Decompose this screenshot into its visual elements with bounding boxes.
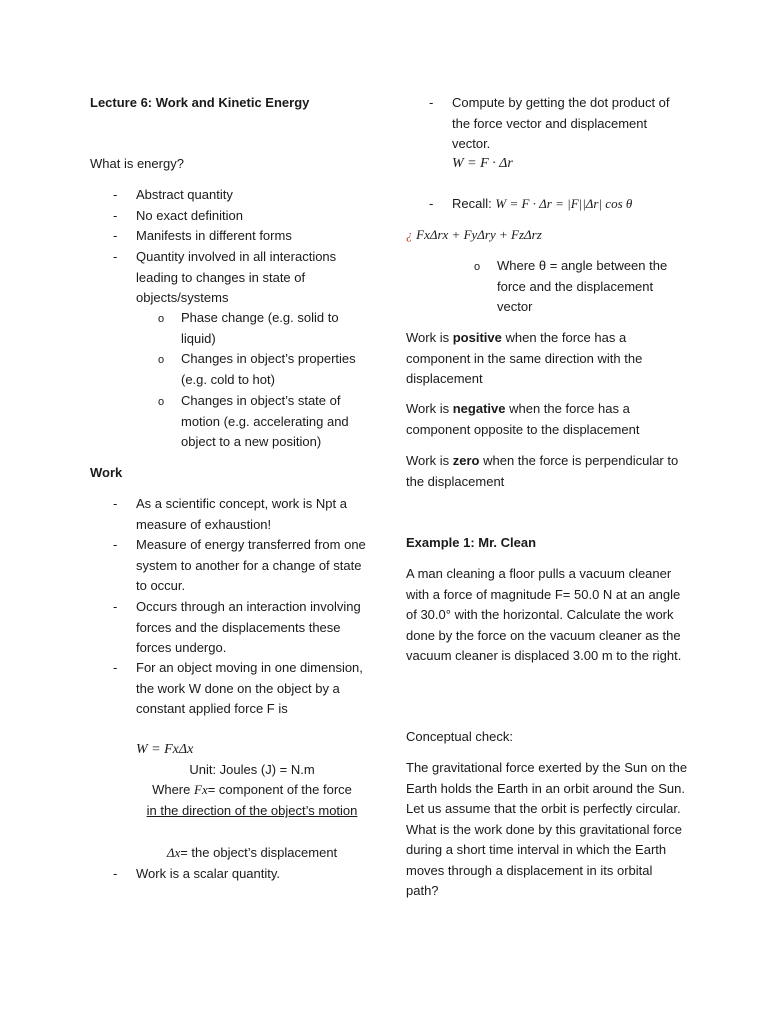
dx-line: Δx= the object’s displacement bbox=[166, 845, 338, 860]
underlined-note: in the direction of the object’s motion bbox=[146, 803, 358, 818]
lecture-title: Lecture 6: Work and Kinetic Energy bbox=[90, 95, 310, 110]
example-text: A man cleaning a floor pulls a vacuum cleaner with a force of magnitude F= 50.0 N at an angle of 30.0° with the horizontal. Calculate the work done by the force on the vacuum cleaner as the vacuum cleaner is displaced 3.00 m to the right. bbox=[406, 566, 682, 663]
energy-heading: What is energy? bbox=[90, 156, 184, 171]
component-formula-line: ¿ FxΔrx + FyΔry + FzΔrz bbox=[406, 227, 542, 242]
zero-paragraph: Work is zero when the force is perpendicular to the displacement bbox=[406, 453, 679, 489]
list-item: Quantity involved in all interactions leading to changes in state of objects/systems bbox=[136, 249, 337, 305]
unit-line: Unit: Joules (J) = N.m bbox=[189, 762, 315, 777]
list-item: Manifests in different forms bbox=[136, 228, 292, 243]
dot-formula: W = F · Δr bbox=[452, 156, 513, 171]
list-item: Measure of energy transferred from one system to another for a change of state to occur. bbox=[136, 537, 366, 593]
positive-paragraph: Work is positive when the force has a component in the same direction with the displacement bbox=[406, 330, 643, 386]
recall-line: Recall: W = F · Δr = |F||Δr| cos θ bbox=[452, 196, 633, 211]
check-heading: Conceptual check: bbox=[406, 729, 513, 744]
list-item: Abstract quantity bbox=[136, 187, 233, 202]
example-heading: Example 1: Mr. Clean bbox=[406, 535, 537, 550]
where-fx-line: Where Fx= component of the force bbox=[152, 782, 352, 797]
where-theta: Where θ = angle between the force and the displacement vector bbox=[497, 258, 668, 314]
work-formula: W = FxΔx bbox=[136, 742, 194, 757]
check-text: The gravitational force exerted by the Sun on the Earth holds the Earth in an orbit around the Sun. Let us assume that the orbit is perfectly circular. What is the work done by this gravitational force during a short time interval in which the Earth moves through a displacement in its orbital path? bbox=[406, 760, 688, 898]
list-item: Phase change (e.g. solid to liquid) bbox=[181, 310, 339, 346]
list-item: Changes in object’s properties (e.g. cold to hot) bbox=[181, 351, 356, 387]
list-item: Compute by getting the dot product of the force vector and displacement vector. bbox=[452, 95, 670, 151]
list-item: Occurs through an interaction involving forces and the displacements these forces undergo. bbox=[136, 599, 361, 655]
negative-paragraph: Work is negative when the force has a component opposite to the displacement bbox=[406, 401, 640, 437]
work-heading: Work bbox=[90, 465, 123, 480]
list-item: No exact definition bbox=[136, 208, 243, 223]
list-item: Work is a scalar quantity. bbox=[136, 866, 281, 881]
list-item: Changes in object’s state of motion (e.g. accelerating and object to a new position) bbox=[181, 393, 349, 449]
list-item: For an object moving in one dimension, the work W done on the object by a constant applied force F is bbox=[136, 660, 363, 716]
list-item: As a scientific concept, work is Npt a measure of exhaustion! bbox=[136, 496, 347, 532]
